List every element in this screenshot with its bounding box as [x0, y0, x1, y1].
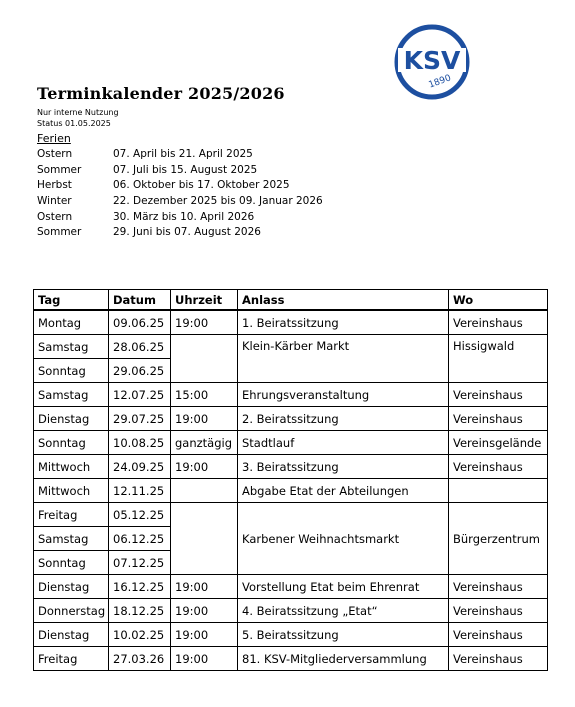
holiday-row — [37, 195, 323, 208]
cell-uhrzeit: 15:00 — [171, 383, 238, 407]
column-header-uhrzeit: Uhrzeit — [171, 290, 238, 311]
cell-wo: Vereinsgelände — [449, 431, 548, 455]
table-row — [34, 383, 548, 407]
holiday-range: 29. Juni bis 07. August 2026 — [113, 226, 261, 238]
table-row — [34, 310, 548, 335]
logo-text: KSV — [403, 46, 461, 75]
cell-tag: Donnerstag — [34, 599, 109, 623]
cell-anlass: 5. Beiratssitzung — [238, 623, 449, 647]
table-row — [34, 503, 548, 527]
cell-uhrzeit: 19:00 — [171, 623, 238, 647]
cell-uhrzeit: 19:00 — [171, 310, 238, 335]
column-header-wo: Wo — [449, 290, 548, 311]
holiday-range: 22. Dezember 2025 bis 09. Januar 2026 — [113, 195, 323, 207]
cell-uhrzeit — [171, 335, 238, 383]
cell-anlass: 1. Beiratssitzung — [238, 310, 449, 335]
cell-wo: Vereinshaus — [449, 310, 548, 335]
cell-tag: Dienstag — [34, 575, 109, 599]
cell-datum: 09.06.25 — [109, 310, 171, 335]
column-header-anlass: Anlass — [238, 290, 449, 311]
holiday-season: Herbst — [37, 179, 72, 191]
cell-tag: Samstag — [34, 383, 109, 407]
cell-wo — [449, 479, 548, 503]
holiday-season: Sommer — [37, 164, 82, 176]
cell-datum: 10.08.25 — [109, 431, 171, 455]
cell-tag: Samstag — [34, 527, 109, 551]
holiday-season: Sommer — [37, 226, 82, 238]
table-row — [34, 479, 548, 503]
holiday-row — [37, 148, 253, 161]
holiday-range: 07. Juli bis 15. August 2025 — [113, 164, 258, 176]
cell-uhrzeit — [171, 479, 238, 503]
cell-wo: Vereinshaus — [449, 599, 548, 623]
cell-tag: Dienstag — [34, 623, 109, 647]
table-row — [34, 431, 548, 455]
cell-uhrzeit: 19:00 — [171, 455, 238, 479]
cell-wo: Bürgerzentrum — [449, 503, 548, 575]
holiday-season: Winter — [37, 195, 72, 207]
cell-tag: Samstag — [34, 335, 109, 359]
cell-datum: 07.12.25 — [109, 551, 171, 575]
event-calendar-table — [33, 289, 548, 671]
holiday-row — [37, 211, 254, 224]
cell-tag: Dienstag — [34, 407, 109, 431]
page-title: Terminkalender 2025/2026 — [37, 84, 285, 103]
cell-datum: 28.06.25 — [109, 335, 171, 359]
cell-datum: 18.12.25 — [109, 599, 171, 623]
table-row — [34, 455, 548, 479]
cell-wo: Vereinshaus — [449, 623, 548, 647]
cell-tag: Montag — [34, 310, 109, 335]
cell-anlass: Karbener Weihnachtsmarkt — [238, 503, 449, 575]
holiday-row — [37, 164, 257, 177]
table-row — [34, 335, 548, 359]
cell-anlass: Ehrungsveranstaltung — [238, 383, 449, 407]
table-row — [34, 575, 548, 599]
holidays-heading: Ferien — [37, 132, 71, 145]
cell-wo: Vereinshaus — [449, 407, 548, 431]
cell-datum: 06.12.25 — [109, 527, 171, 551]
table-row — [34, 623, 548, 647]
holiday-season: Ostern — [37, 148, 73, 160]
cell-datum: 10.02.25 — [109, 623, 171, 647]
cell-anlass: Abgabe Etat der Abteilungen — [238, 479, 449, 503]
cell-datum: 12.11.25 — [109, 479, 171, 503]
column-header-datum: Datum — [109, 290, 171, 311]
cell-tag: Mittwoch — [34, 455, 109, 479]
cell-uhrzeit: 19:00 — [171, 407, 238, 431]
table-row — [34, 599, 548, 623]
holiday-range: 06. Oktober bis 17. Oktober 2025 — [113, 179, 290, 191]
table-header-row — [34, 290, 548, 311]
cell-wo: Hissigwald — [449, 335, 548, 383]
cell-datum: 16.12.25 — [109, 575, 171, 599]
cell-tag: Freitag — [34, 503, 109, 527]
holiday-range: 07. April bis 21. April 2025 — [113, 148, 253, 160]
cell-datum: 29.06.25 — [109, 359, 171, 383]
cell-anlass: 2. Beiratssitzung — [238, 407, 449, 431]
cell-wo: Vereinshaus — [449, 647, 548, 671]
usage-note: Nur interne Nutzung — [37, 108, 119, 117]
cell-uhrzeit: 19:00 — [171, 575, 238, 599]
cell-tag: Sonntag — [34, 431, 109, 455]
holiday-season: Ostern — [37, 211, 73, 223]
cell-tag: Mittwoch — [34, 479, 109, 503]
cell-anlass: 3. Beiratssitzung — [238, 455, 449, 479]
status-line: Status 01.05.2025 — [37, 119, 111, 128]
cell-datum: 24.09.25 — [109, 455, 171, 479]
column-header-tag: Tag — [34, 290, 109, 311]
cell-datum: 29.07.25 — [109, 407, 171, 431]
cell-wo: Vereinshaus — [449, 455, 548, 479]
holiday-row — [37, 226, 261, 239]
table-row — [34, 407, 548, 431]
cell-uhrzeit: 19:00 — [171, 647, 238, 671]
cell-uhrzeit — [171, 503, 238, 575]
logo-year: 1890 — [427, 73, 453, 91]
holiday-range: 30. März bis 10. April 2026 — [113, 211, 255, 223]
cell-tag: Sonntag — [34, 359, 109, 383]
cell-anlass: 4. Beiratssitzung „Etat“ — [238, 599, 449, 623]
cell-anlass: Klein-Kärber Markt — [238, 335, 449, 383]
cell-anlass: 81. KSV-Mitgliederversammlung — [238, 647, 449, 671]
cell-datum: 12.07.25 — [109, 383, 171, 407]
cell-wo: Vereinshaus — [449, 575, 548, 599]
ksv-logo — [392, 22, 472, 102]
cell-wo: Vereinshaus — [449, 383, 548, 407]
cell-uhrzeit: 19:00 — [171, 599, 238, 623]
table-row — [34, 647, 548, 671]
cell-anlass: Stadtlauf — [238, 431, 449, 455]
cell-tag: Freitag — [34, 647, 109, 671]
cell-datum: 05.12.25 — [109, 503, 171, 527]
cell-tag: Sonntag — [34, 551, 109, 575]
holiday-row — [37, 179, 290, 192]
cell-anlass: Vorstellung Etat beim Ehrenrat — [238, 575, 449, 599]
cell-datum: 27.03.26 — [109, 647, 171, 671]
cell-uhrzeit: ganztägig — [171, 431, 238, 455]
